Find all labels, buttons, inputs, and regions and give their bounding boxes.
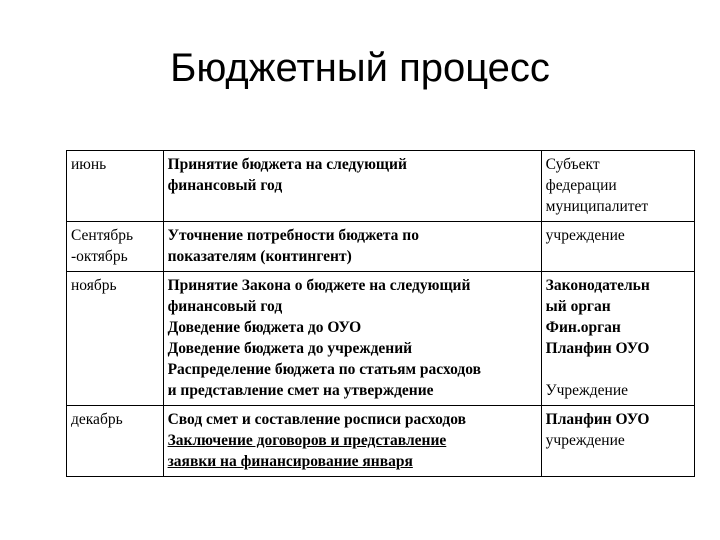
table-row [67, 272, 695, 406]
bodies-cell [541, 222, 694, 272]
body-text: Фин.орган [545, 319, 621, 336]
bodies-cell [541, 406, 694, 477]
bodies-cell [541, 272, 694, 406]
actions-cell [163, 151, 541, 222]
body-text: муниципалитет [545, 198, 649, 215]
body-text: федерации [545, 177, 617, 194]
action-text: Доведение бюджета до ОУО [167, 319, 362, 336]
body-text: Планфин ОУО [545, 411, 650, 428]
period-cell [67, 222, 164, 272]
action-text: Свод смет и составление росписи расходов [167, 411, 466, 428]
action-text: заявки на финансирование января [167, 453, 413, 470]
action-text: показателям (контингент) [167, 248, 352, 265]
action-text: Уточнение потребности бюджета по [167, 227, 419, 244]
action-text: Распределение бюджета по статьям расходов [167, 361, 482, 378]
body-text: Субъект [545, 156, 600, 173]
period-text: декабрь [71, 411, 123, 428]
period-cell [67, 151, 164, 222]
budget-process-table [66, 150, 695, 477]
actions-cell [163, 272, 541, 406]
period-text: -октябрь [71, 248, 128, 265]
body-text: учреждение [545, 432, 625, 449]
action-text: Принятие Закона о бюджете на следующий [167, 277, 471, 294]
table-row [67, 222, 695, 272]
action-text: Принятие бюджета на следующий [167, 156, 407, 173]
action-text: Доведение бюджета до учреждений [167, 340, 413, 357]
period-text: Сентябрь [71, 227, 134, 244]
action-text: финансовый год [167, 177, 283, 194]
action-text: финансовый год [167, 298, 283, 315]
actions-cell [163, 222, 541, 272]
period-text: ноябрь [71, 277, 117, 294]
period-cell [67, 406, 164, 477]
table-row [67, 406, 695, 477]
body-text: Законодательн [545, 277, 650, 294]
body-text: Учреждение [545, 382, 628, 399]
body-text: Планфин ОУО [545, 340, 650, 357]
actions-cell [163, 406, 541, 477]
action-text: Заключение договоров и представление [167, 432, 447, 449]
period-text: июнь [71, 156, 107, 173]
body-text: ый орган [545, 298, 611, 315]
page-title: Бюджетный процесс [170, 46, 550, 90]
action-text: и представление смет на утверждение [167, 382, 434, 399]
bodies-cell [541, 151, 694, 222]
body-text: учреждение [545, 227, 625, 244]
period-cell [67, 272, 164, 406]
table-row [67, 151, 695, 222]
spacer [546, 359, 690, 380]
